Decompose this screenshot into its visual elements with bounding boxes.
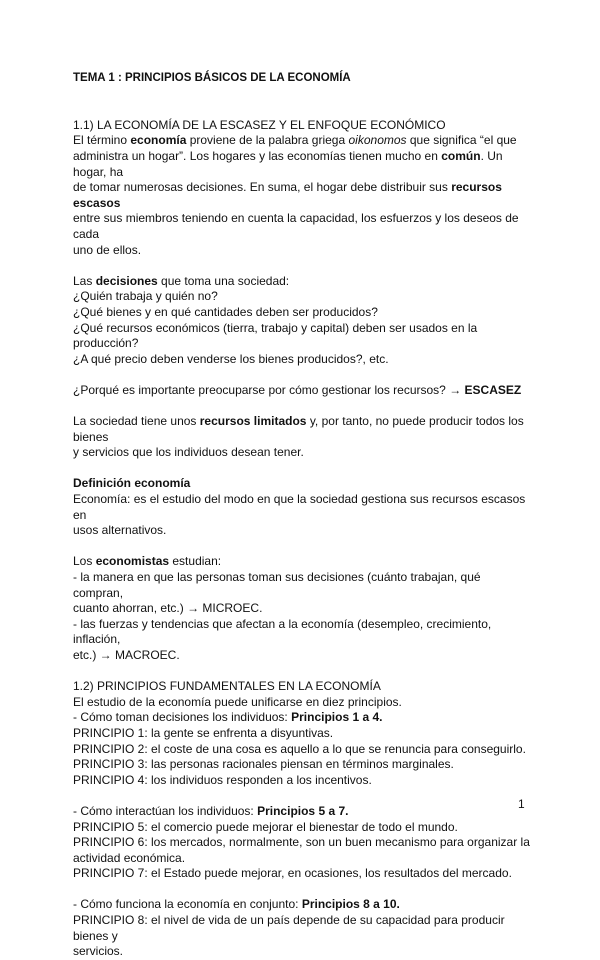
paragraph-line: entre sus miembros teniendo en cuenta la capacidad, los esfuerzos y los deseos de cada	[73, 211, 519, 241]
bold-term: recursos limitados	[199, 414, 307, 429]
decisions-intro	[73, 274, 533, 290]
principle-line: PRINCIPIO 2: el coste de una cosa es aquello a lo que se renuncia para conseguirlo.	[73, 741, 526, 756]
definition-heading	[73, 476, 533, 492]
principle-line: actividad económica.	[73, 850, 186, 865]
text-run: estudian:	[169, 554, 222, 569]
text-run: que significa “el que	[406, 133, 517, 148]
paragraph-line: etc.) → MACROEC.	[73, 647, 180, 662]
paragraph-line: cuanto ahorran, etc.) → MICROEC.	[73, 601, 263, 616]
bold-term: Principios 8 a 10.	[301, 897, 400, 912]
text-run: administra un hogar”. Los hogares y las economías tienen mucho en	[73, 148, 442, 163]
principle-line: PRINCIPIO 1: la gente se enfrenta a disyuntivas.	[73, 725, 334, 740]
paragraph-line	[73, 414, 533, 445]
paragraph-line: - las fuerzas y tendencias que afectan a la economía (desempleo, crecimiento, inflación,	[73, 616, 492, 647]
paragraph-line	[73, 180, 533, 211]
text-run: ¿Porqué es importante preocuparse por cómo gestionar los recursos? →	[73, 382, 465, 397]
economists-intro	[73, 554, 533, 570]
bold-term: Principios 5 a 7.	[257, 803, 349, 818]
question-line: ¿Quién trabaja y quién no?	[73, 289, 218, 304]
text-run: proviene de la palabra griega	[186, 133, 349, 148]
bold-term: Principios 1 a 4.	[291, 710, 383, 725]
paragraph-line: Economía: es el estudio del modo en que la sociedad gestiona sus recursos escasos en	[73, 492, 526, 522]
text-run: - Cómo toman decisiones los individuos:	[73, 710, 292, 725]
principles-group-heading	[73, 897, 533, 913]
text-run: Los	[73, 554, 96, 569]
text-run: - Cómo interactúan los individuos:	[73, 803, 258, 818]
bold-term: economistas	[95, 554, 170, 569]
principle-line: PRINCIPIO 4: los individuos responden a los incentivos.	[73, 772, 372, 787]
bold-term: decisiones	[95, 273, 158, 288]
paragraph-line: usos alternativos.	[73, 523, 167, 538]
text-run: . Un hogar, ha	[73, 148, 503, 179]
text-run: y, por tanto, no puede producir todos los bienes	[73, 414, 524, 444]
principle-line: PRINCIPIO 7: el Estado puede mejorar, en ocasiones, los resultados del mercado.	[73, 866, 512, 881]
paragraph-line: y servicios que los individuos desean tener.	[73, 445, 304, 460]
paragraph-line	[73, 149, 533, 180]
paragraph-line: El estudio de la economía puede unificarse en diez principios.	[73, 694, 402, 709]
principles-group-heading	[73, 710, 533, 726]
text-run: Las	[73, 273, 96, 288]
text-run: - Cómo funciona la economía en conjunto:	[73, 897, 302, 912]
bold-term: común	[441, 148, 481, 163]
bold-term: economía	[130, 133, 187, 148]
bold-term: Definición economía	[73, 476, 191, 491]
paragraph-line: - la manera en que las personas toman sus decisiones (cuánto trabajan, qué compran,	[73, 570, 481, 600]
scarcity-question	[73, 383, 533, 399]
question-line: ¿Qué bienes y en qué cantidades deben ser producidos?	[73, 304, 378, 319]
text-column	[73, 71, 533, 960]
section-heading-1-2: 1.2) PRINCIPIOS FUNDAMENTALES EN LA ECONOMÍA	[73, 679, 381, 694]
principle-line: PRINCIPIO 3: las personas racionales piensan en términos marginales.	[73, 757, 454, 772]
principle-line: PRINCIPIO 5: el comercio puede mejorar el bienestar de todo el mundo.	[73, 819, 458, 834]
italic-term: oikonomos	[348, 133, 407, 148]
paragraph-line	[73, 133, 533, 149]
section-heading-1-1: 1.1) LA ECONOMÍA DE LA ESCASEZ Y EL ENFOQUE ECONÓMICO	[73, 117, 446, 132]
principles-group-heading	[73, 804, 533, 820]
page-number: 1	[518, 797, 525, 811]
principle-line: PRINCIPIO 6: los mercados, normalmente, son un buen mecanismo para organizar la	[73, 835, 530, 850]
document-title: TEMA 1 : PRINCIPIOS BÁSICOS DE LA ECONOMÍA	[73, 72, 351, 84]
principle-line: PRINCIPIO 8: el nivel de vida de un país depende de su capacidad para producir bienes y	[73, 913, 505, 943]
text-run: de tomar numerosas decisiones. En suma, el hogar debe distribuir sus	[73, 180, 452, 195]
text-run: que toma una sociedad:	[157, 273, 290, 288]
paragraph-line: uno de ellos.	[73, 242, 142, 257]
principle-line: servicios.	[73, 944, 124, 959]
text-run: El término	[73, 133, 131, 148]
bold-term: ESCASEZ	[464, 382, 522, 397]
question-line: ¿A qué precio deben venderse los bienes producidos?, etc.	[73, 351, 389, 366]
bold-term: recursos escasos	[73, 180, 502, 210]
text-run: La sociedad tiene unos	[73, 414, 200, 429]
question-line: ¿Qué recursos económicos (tierra, trabajo y capital) deben ser usados en la producción?	[73, 320, 478, 351]
